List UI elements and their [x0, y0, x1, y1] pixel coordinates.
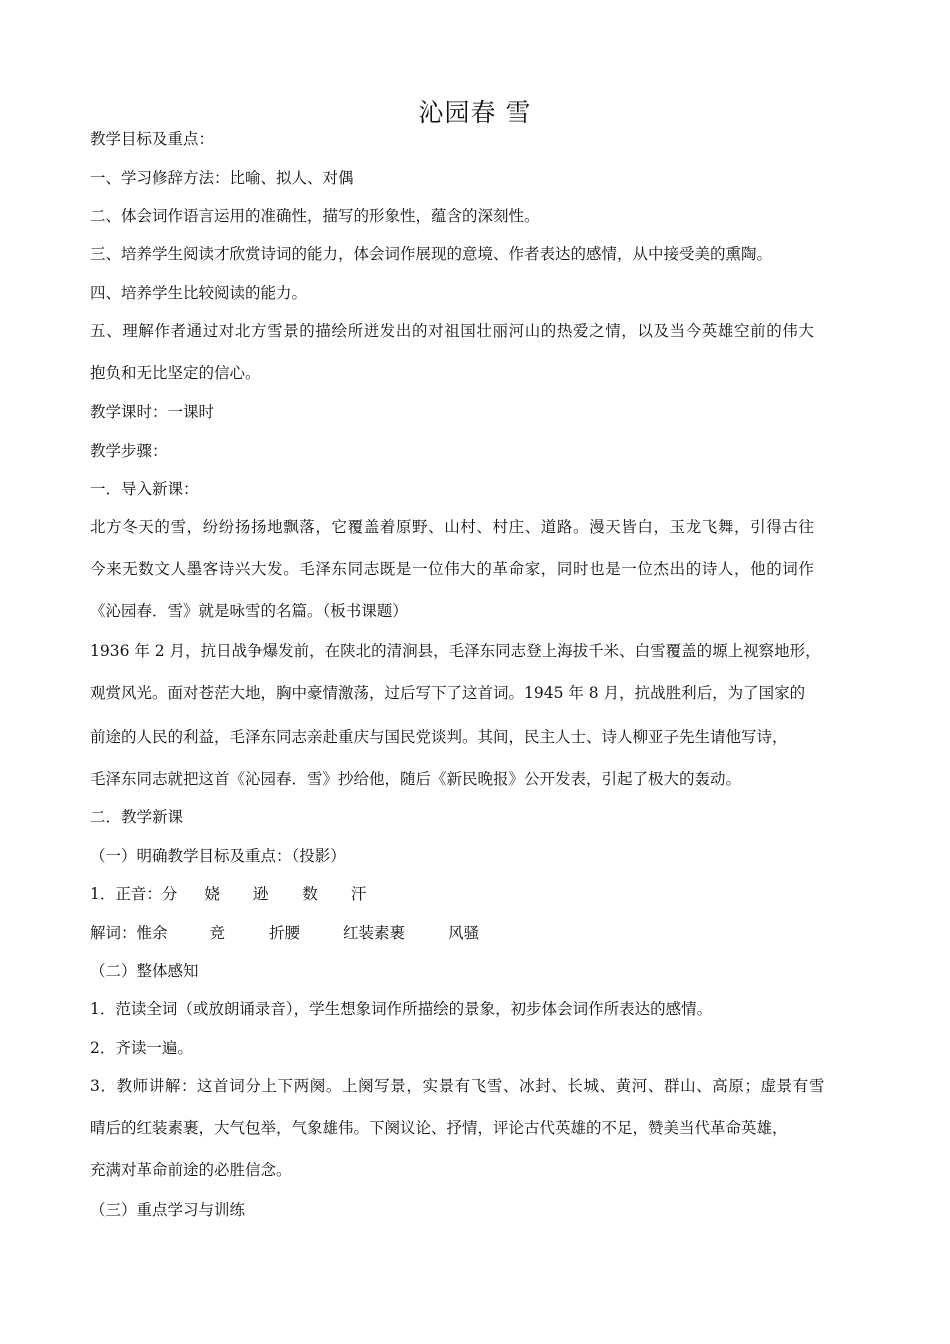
pronunciation-row: [90, 883, 880, 905]
class-hours: 教学课时：一课时: [90, 403, 215, 421]
subsection-2-heading: （二）整体感知: [90, 962, 199, 980]
vocabulary-row: [90, 922, 880, 944]
subsection-3-heading: （三）重点学习与训练: [90, 1201, 246, 1219]
objective-item-3: 三、培养学生阅读才欣赏诗词的能力，体会词作展现的意境、作者表达的感情，从中接受美的熏陶。: [90, 245, 773, 263]
intro-paragraph-1-line-1: 北方冬天的雪，纷纷扬扬地飘落，它覆盖着原野、山村、村庄、道路。漫天皆白，玉龙飞舞，引得古往: [90, 518, 815, 536]
objective-item-1: 一、学习修辞方法：比喻、拟人、对偶: [90, 169, 354, 187]
intro-paragraph-2-line-2: 观赏风光。面对苍茫大地，胸中豪情激荡，过后写下了这首词。1945 年 8 月，抗战胜利后，为了国家的: [90, 684, 806, 702]
vocabulary-word: 折腰: [269, 924, 301, 942]
intro-paragraph-2-line-3: 前途的人民的利益，毛泽东同志亲赴重庆与国民党谈判。其间，民主人士、诗人柳亚子先生请他写诗，: [90, 728, 788, 746]
pronunciation-word: 数: [302, 885, 318, 903]
vocabulary-word: 竞: [209, 924, 226, 942]
explanation-line-2: 晴后的红装素裹，大气包举，气象雄伟。下阕议论、抒情，评论古代英雄的不足，赞美当代革命英雄，: [90, 1119, 788, 1137]
vocabulary-label: 解词：惟余: [90, 924, 168, 942]
objective-item-2: 二、体会词作语言运用的准确性，描写的形象性，蕴含的深刻性。: [90, 207, 540, 225]
intro-paragraph-1-line-2: 今来无数文人墨客诗兴大发。毛泽东同志既是一位伟大的革命家，同时也是一位杰出的诗人，他的词作: [90, 560, 815, 578]
perception-item-1: 1．范读全词（或放朗诵录音），学生想象词作所描绘的景象，初步体会词作所表达的感情。: [90, 1000, 713, 1018]
objective-item-4: 四、培养学生比较阅读的能力。: [90, 284, 308, 302]
vocabulary-word: 红装素裹: [343, 924, 406, 942]
section-1-heading: 一．导入新课：: [90, 480, 199, 498]
section-2-heading: 二．教学新课: [90, 808, 184, 826]
perception-item-2: 2．齐读一遍。: [90, 1039, 193, 1057]
steps-heading: 教学步骤：: [90, 442, 168, 460]
pronunciation-word: 娆: [204, 885, 220, 903]
intro-paragraph-1-line-3: 《沁园春．雪》就是咏雪的名篇。（板书课题）: [90, 602, 408, 620]
pronunciation-word: 汗: [350, 885, 367, 903]
subsection-1-heading: （一）明确教学目标及重点：（投影）: [90, 847, 346, 865]
explanation-line-1: 3．教师讲解：这首词分上下两阕。上阕写景，实景有飞雪、冰封、长城、黄河、群山、高原；虚景有雪: [90, 1077, 825, 1095]
intro-paragraph-2-line-1: 1936 年 2 月，抗日战争爆发前，在陕北的清涧县，毛泽东同志登上海拔千米、白雪覆盖的塬上视察地形，: [90, 642, 821, 660]
vocabulary-word: 风骚: [448, 924, 480, 942]
objective-item-5-line-2: 抱负和无比坚定的信心。: [90, 364, 261, 382]
intro-paragraph-2-line-4: 毛泽东同志就把这首《沁园春．雪》抄给他，随后《新民晚报》公开发表，引起了极大的轰动。: [90, 770, 742, 788]
objective-item-5-line-1: 五、理解作者通过对北方雪景的描绘所迸发出的对祖国壮丽河山的热爱之情，以及当今英雄空前的伟大: [90, 322, 815, 340]
objectives-heading: 教学目标及重点：: [90, 130, 215, 148]
pronunciation-label: 1．正音：分: [90, 885, 178, 903]
explanation-line-3: 充满对革命前途的必胜信念。: [90, 1161, 292, 1179]
document-title: 沁园春 雪: [418, 98, 532, 127]
pronunciation-word: 逊: [252, 885, 269, 903]
